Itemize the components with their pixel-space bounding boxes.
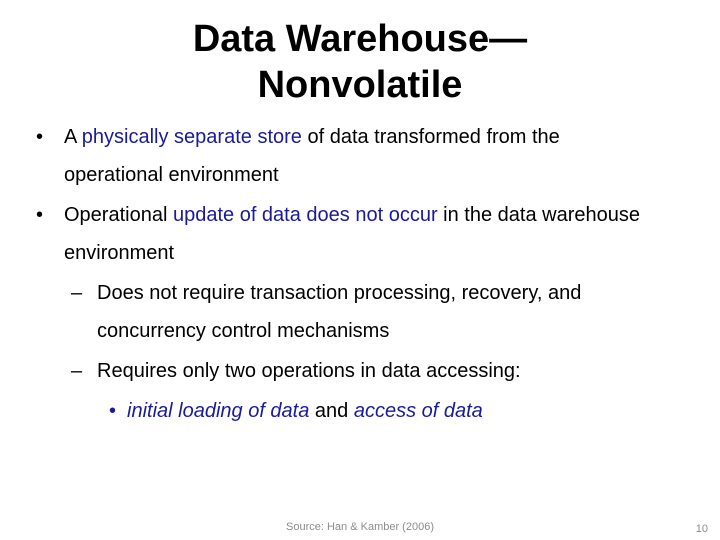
slide-title — [100, 16, 620, 108]
bullet-no-update — [0, 196, 720, 272]
bullet-marker: • — [36, 126, 44, 148]
bullet-highlight: update of data does not occur — [172, 204, 438, 226]
operation-connector: and — [309, 400, 354, 422]
sub-bullet-no-transaction — [0, 274, 720, 350]
bullet-text: Operational — [64, 204, 173, 226]
dash-marker: – — [71, 282, 83, 304]
bullet-text: A — [64, 126, 82, 148]
bullet-text: of data transformed from the operational environment — [64, 126, 560, 186]
page-number: 10 — [695, 523, 708, 535]
slide-body — [0, 118, 720, 430]
title-line-2: Nonvolatile — [257, 64, 463, 106]
bullet-highlight: physically separate store — [81, 126, 302, 148]
sub-sub-bullet-operations — [0, 392, 720, 430]
bullet-text: in the data warehouse environment — [64, 204, 640, 264]
bullet-marker: • — [109, 400, 117, 422]
sub-bullet-text: Does not require transaction processing, recovery, and concurrency control mechanisms — [97, 282, 582, 342]
title-line-1: Data Warehouse— — [192, 18, 528, 60]
sub-bullet-two-operations — [0, 352, 720, 390]
bullet-physically-separate — [0, 118, 720, 194]
bullet-marker: • — [36, 204, 44, 226]
source-citation: Source: Han & Kamber (2006) — [286, 521, 434, 533]
operation-access: access of data — [353, 400, 483, 422]
sub-bullet-text: Requires only two operations in data accessing: — [97, 360, 521, 382]
dash-marker: – — [71, 360, 83, 382]
operation-initial-loading: initial loading of data — [127, 400, 310, 422]
